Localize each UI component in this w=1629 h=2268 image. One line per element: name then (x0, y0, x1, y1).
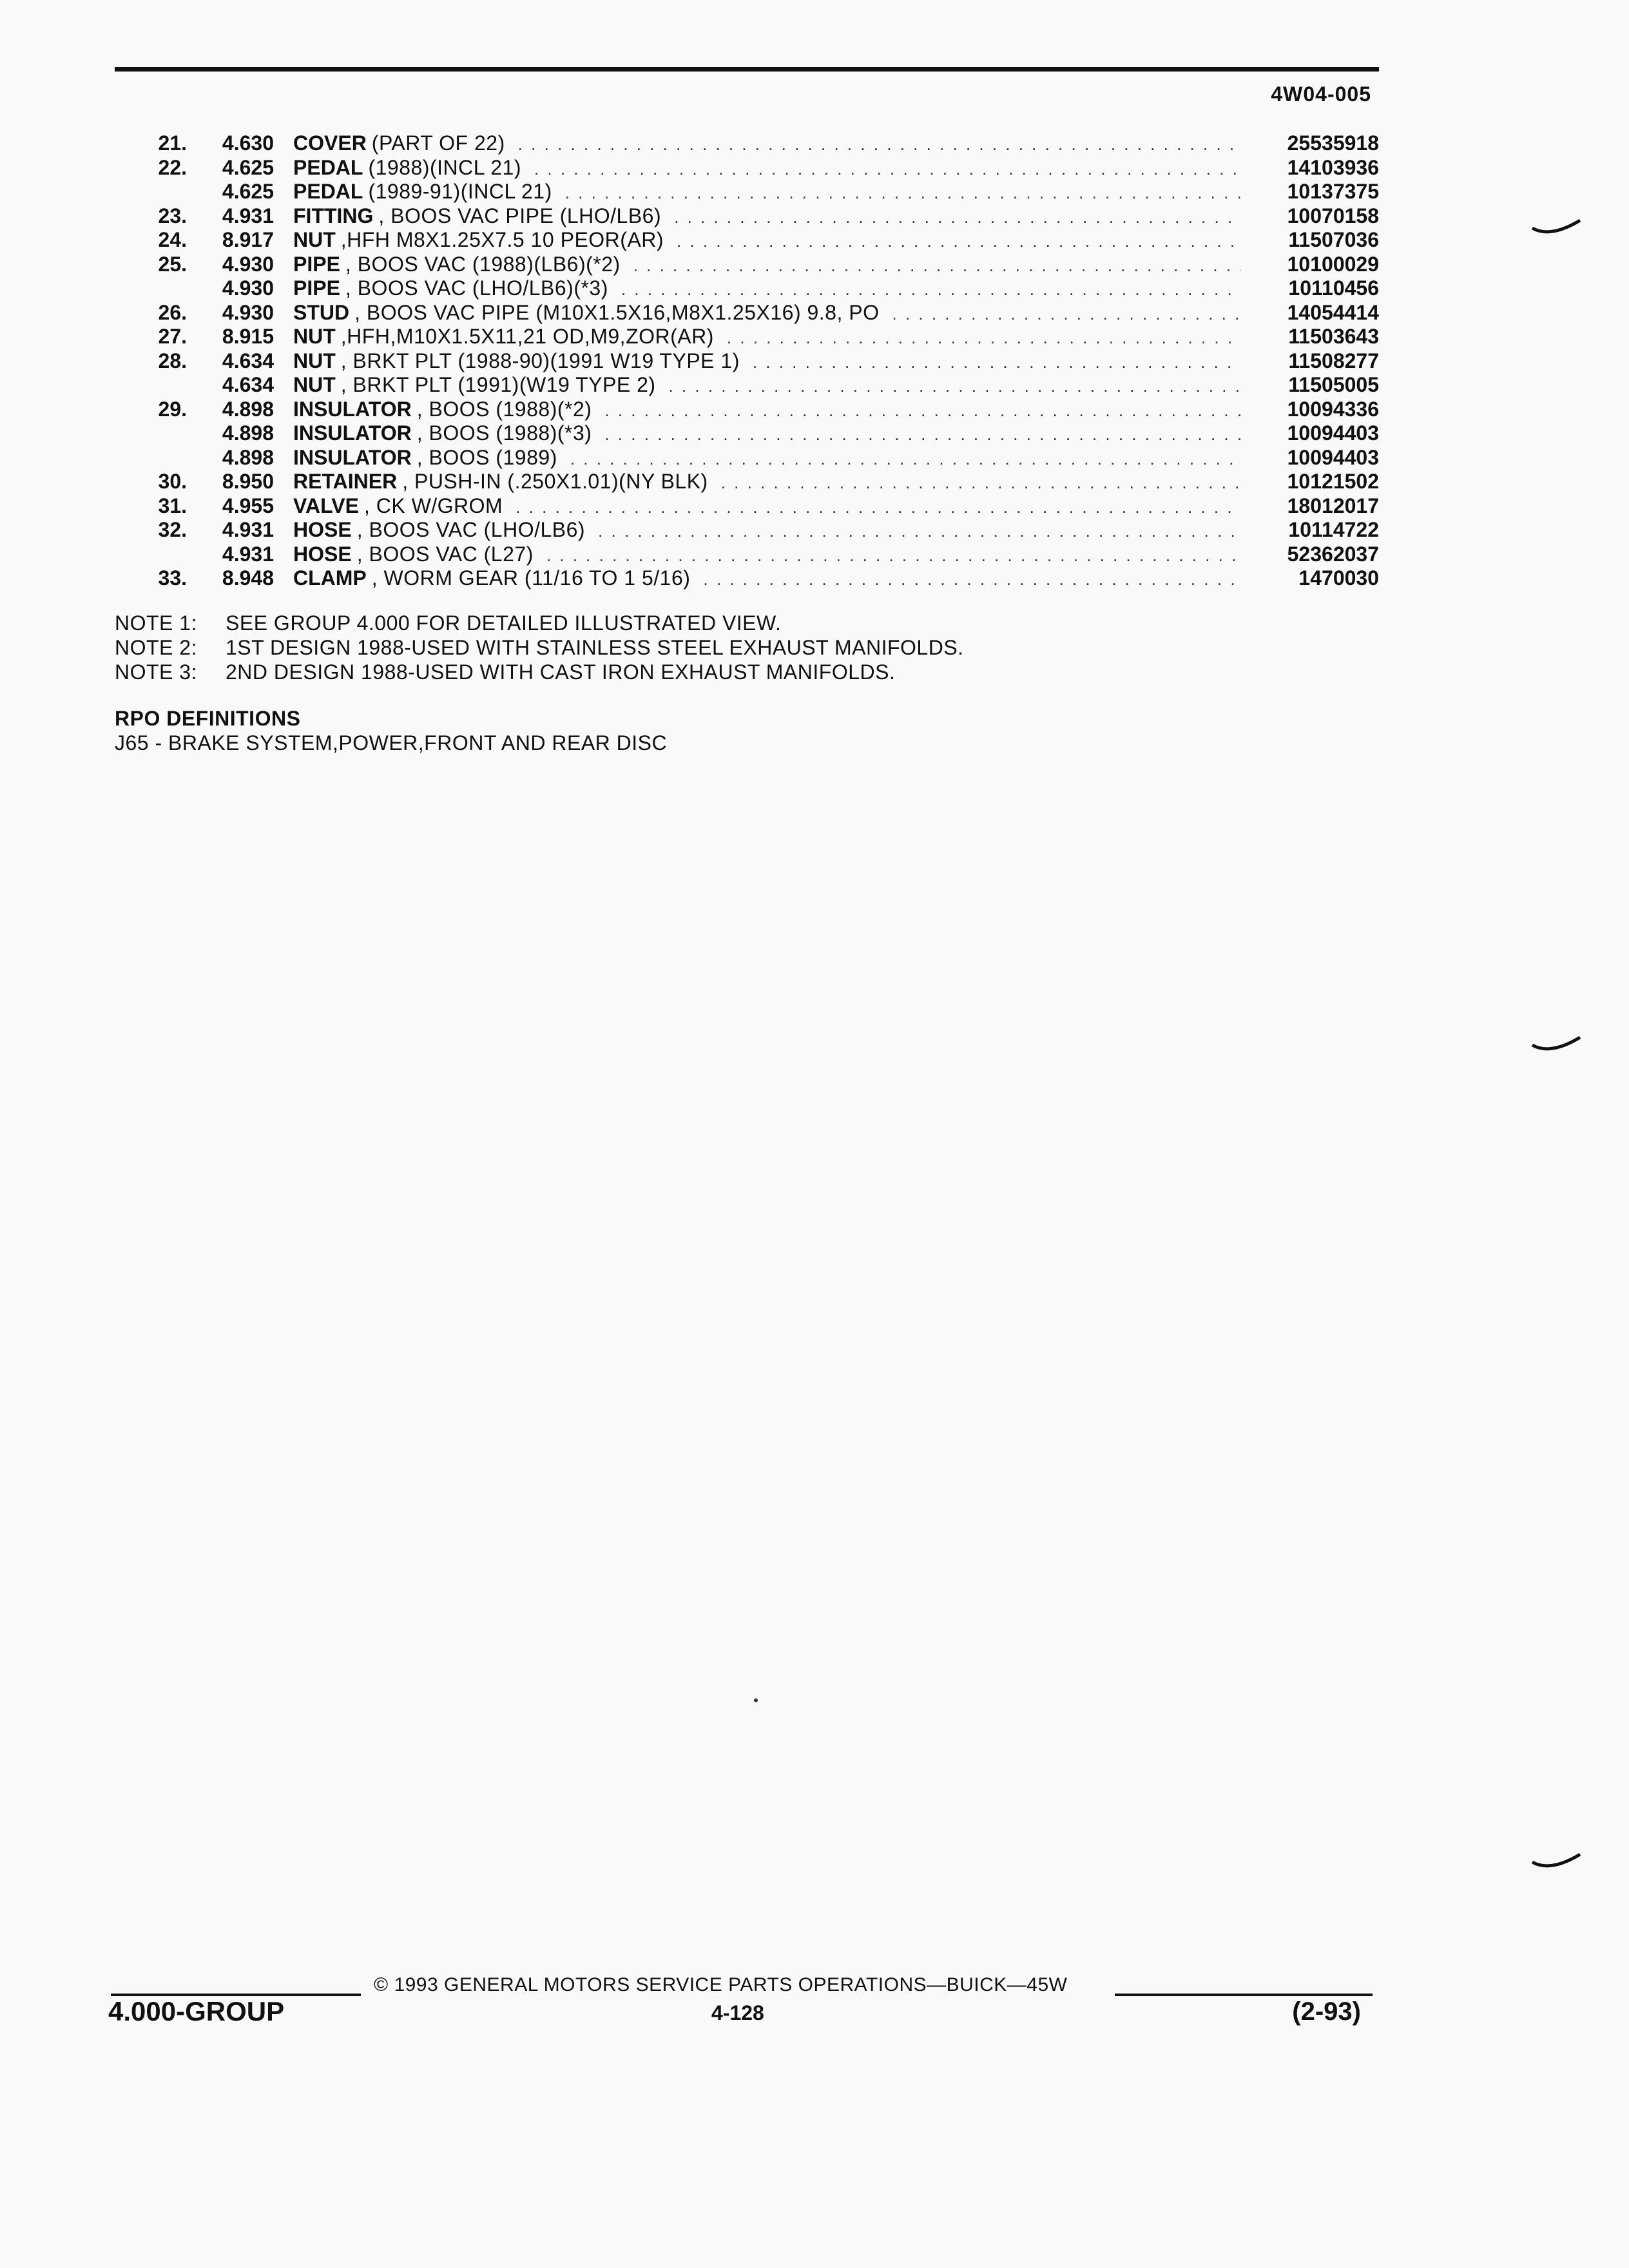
part-number: 10114722 (1288, 518, 1379, 541)
part-name: RETAINER (293, 470, 398, 493)
part-row (115, 543, 1379, 567)
note-label: NOTE 2: (115, 636, 197, 659)
leader-dots (534, 157, 1241, 182)
part-name: NUT (293, 373, 336, 396)
leader-dots (518, 133, 1241, 157)
group-number: 4.930 (222, 252, 274, 276)
part-row (115, 204, 1379, 229)
rpo-title: RPO DEFINITIONS (115, 707, 301, 730)
part-row (115, 494, 1379, 519)
part-number: 11503643 (1288, 325, 1379, 348)
part-number: 14054414 (1287, 300, 1379, 324)
note-label: NOTE 3: (115, 660, 197, 684)
leader-dots (598, 519, 1241, 544)
parts-list (115, 131, 1379, 591)
group-number: 4.955 (222, 494, 274, 517)
part-row (115, 276, 1379, 301)
part-number: 10121502 (1287, 470, 1379, 493)
note-text: SEE GROUP 4.000 FOR DETAILED ILLUSTRATED VIEW. (226, 611, 782, 635)
part-description: , BRKT PLT (1991)(W19 TYPE 2) (340, 373, 656, 396)
note-line (115, 660, 964, 684)
part-row (115, 228, 1379, 253)
group-number: 4.930 (222, 300, 274, 324)
leader-dots (703, 568, 1241, 592)
part-row (115, 470, 1379, 494)
part-description: , PUSH-IN (.250X1.01)(NY BLK) (402, 470, 708, 493)
part-row (115, 566, 1379, 591)
ref-number: 29. (158, 397, 187, 421)
part-name: VALVE (293, 494, 359, 517)
part-description: , BRKT PLT (1988-90)(1991 W19 TYPE 1) (340, 349, 740, 372)
copyright-text: © 1993 GENERAL MOTORS SERVICE PARTS OPERATIONS—BUICK—45W (374, 1974, 1068, 1995)
part-row (115, 421, 1379, 446)
group-number: 4.931 (222, 204, 274, 227)
document-code: 4W04-005 (1271, 82, 1371, 106)
part-name: STUD (293, 300, 350, 324)
ref-number: 22. (158, 155, 187, 179)
rpo-section (115, 706, 667, 755)
note-line (115, 635, 964, 660)
notes-section (115, 611, 964, 684)
part-row (115, 325, 1379, 349)
ref-number: 32. (158, 518, 187, 541)
group-number: 8.950 (222, 470, 274, 493)
part-description: , BOOS VAC PIPE (M10X1.5X16,M8X1.25X16) 9.8, PO (354, 300, 880, 324)
group-number: 4.625 (222, 180, 274, 203)
group-number: 4.898 (222, 397, 274, 421)
part-number: 11508277 (1288, 349, 1379, 372)
part-row (115, 349, 1379, 374)
part-row (115, 518, 1379, 543)
date-code: (2-93) (1292, 1997, 1361, 2026)
part-number: 1470030 (1298, 566, 1379, 590)
ref-number: 26. (158, 300, 187, 324)
note-label: NOTE 1: (115, 611, 197, 635)
part-name: NUT (293, 228, 336, 251)
part-name: NUT (293, 325, 336, 348)
group-number: 4.931 (222, 518, 274, 541)
part-name: INSULATOR (293, 397, 412, 421)
leader-dots (546, 544, 1241, 568)
group-number: 8.948 (222, 566, 274, 590)
leader-dots (570, 447, 1241, 472)
part-name: COVER (293, 131, 367, 155)
part-name: NUT (293, 349, 336, 372)
top-rule (115, 67, 1379, 72)
part-name: HOSE (293, 518, 352, 541)
group-number: 4.898 (222, 445, 274, 469)
part-name: INSULATOR (293, 421, 412, 445)
leader-dots (892, 302, 1242, 327)
part-description: (PART OF 22) (371, 131, 505, 155)
part-description: , WORM GEAR (11/16 TO 1 5/16) (371, 566, 691, 590)
note-line (115, 611, 964, 635)
leader-dots (753, 351, 1241, 375)
part-description: , BOOS (1989) (416, 445, 557, 469)
part-number: 10100029 (1287, 252, 1379, 276)
part-description: , BOOS (1988)(*2) (416, 397, 592, 421)
part-number: 10094403 (1287, 445, 1379, 469)
part-description: (1988)(INCL 21) (368, 155, 521, 179)
part-description: , BOOS VAC PIPE (LHO/LB6) (378, 204, 662, 227)
leader-dots (727, 326, 1241, 351)
part-row (115, 446, 1379, 470)
part-description: (1989-91)(INCL 21) (368, 180, 552, 203)
ref-number: 30. (158, 470, 187, 493)
part-row (115, 253, 1379, 277)
part-description: ,HFH M8X1.25X7.5 10 PEOR(AR) (340, 228, 664, 251)
group-number: 4.898 (222, 421, 274, 445)
part-number: 18012017 (1287, 494, 1379, 517)
part-description: , BOOS VAC (LHO/LB6)(*3) (345, 276, 608, 300)
ref-number: 21. (158, 131, 187, 155)
ref-number: 24. (158, 228, 187, 251)
ref-number: 28. (158, 349, 187, 372)
leader-dots (604, 423, 1241, 447)
group-number: 4.634 (222, 373, 274, 396)
group-number: 4.930 (222, 276, 274, 300)
part-description: ,HFH,M10X1.5X11,21 OD,M9,ZOR(AR) (340, 325, 714, 348)
ref-number: 33. (158, 566, 187, 590)
part-row (115, 180, 1379, 204)
group-number: 4.630 (222, 131, 274, 155)
leader-dots (633, 254, 1241, 278)
part-name: HOSE (293, 542, 352, 566)
part-name: FITTING (293, 204, 374, 227)
part-description: , BOOS VAC (LHO/LB6) (356, 518, 586, 541)
part-number: 14103936 (1287, 155, 1379, 179)
part-row (115, 156, 1379, 180)
leader-dots (677, 229, 1241, 254)
rpo-item: J65 - BRAKE SYSTEM,POWER,FRONT AND REAR DISC (115, 731, 668, 754)
part-number: 25535918 (1287, 131, 1379, 155)
ref-number: 27. (158, 325, 187, 348)
group-label: 4.000-GROUP (108, 1996, 285, 2026)
part-number: 10110456 (1288, 276, 1379, 300)
punch-mark-icon (1531, 219, 1583, 238)
leader-dots (669, 374, 1241, 399)
part-description: , CK W/GROM (363, 494, 503, 517)
group-number: 8.915 (222, 325, 274, 348)
group-number: 8.917 (222, 228, 274, 251)
leader-dots (516, 495, 1241, 520)
part-name: PEDAL (293, 180, 363, 203)
part-number: 10094403 (1287, 421, 1379, 445)
part-row (115, 301, 1379, 325)
ref-number: 23. (158, 204, 187, 227)
ref-number: 25. (158, 252, 187, 276)
group-number: 4.625 (222, 155, 274, 179)
part-description: , BOOS VAC (1988)(LB6)(*2) (345, 252, 621, 276)
scan-speck (754, 1698, 758, 1702)
part-row (115, 373, 1379, 398)
leader-dots (621, 278, 1241, 302)
group-number: 4.931 (222, 542, 274, 566)
part-description: , BOOS (1988)(*3) (416, 421, 592, 445)
part-name: PEDAL (293, 155, 363, 179)
part-number: 11505005 (1288, 373, 1379, 396)
part-name: CLAMP (293, 566, 367, 590)
punch-mark-icon (1531, 1853, 1583, 1872)
note-text: 1ST DESIGN 1988-USED WITH STAINLESS STEEL EXHAUST MANIFOLDS. (226, 636, 964, 659)
part-row (115, 131, 1379, 156)
part-number: 10137375 (1287, 180, 1379, 203)
ref-number: 31. (158, 494, 187, 517)
leader-dots (565, 181, 1241, 206)
page-number: 4-128 (711, 2001, 764, 2024)
note-text: 2ND DESIGN 1988-USED WITH CAST IRON EXHAUST MANIFOLDS. (226, 660, 896, 684)
part-number: 11507036 (1288, 228, 1379, 251)
group-number: 4.634 (222, 349, 274, 372)
footer-rule-right (1115, 1994, 1373, 1996)
leader-dots (721, 471, 1241, 495)
part-number: 10070158 (1287, 204, 1379, 227)
part-name: INSULATOR (293, 445, 412, 469)
leader-dots (674, 206, 1241, 230)
part-name: PIPE (293, 252, 340, 276)
part-name: PIPE (293, 276, 340, 300)
part-number: 10094336 (1287, 397, 1379, 421)
leader-dots (604, 399, 1241, 423)
part-description: , BOOS VAC (L27) (356, 542, 534, 566)
part-number: 52362037 (1287, 542, 1379, 566)
punch-mark-icon (1531, 1036, 1583, 1055)
part-row (115, 398, 1379, 422)
